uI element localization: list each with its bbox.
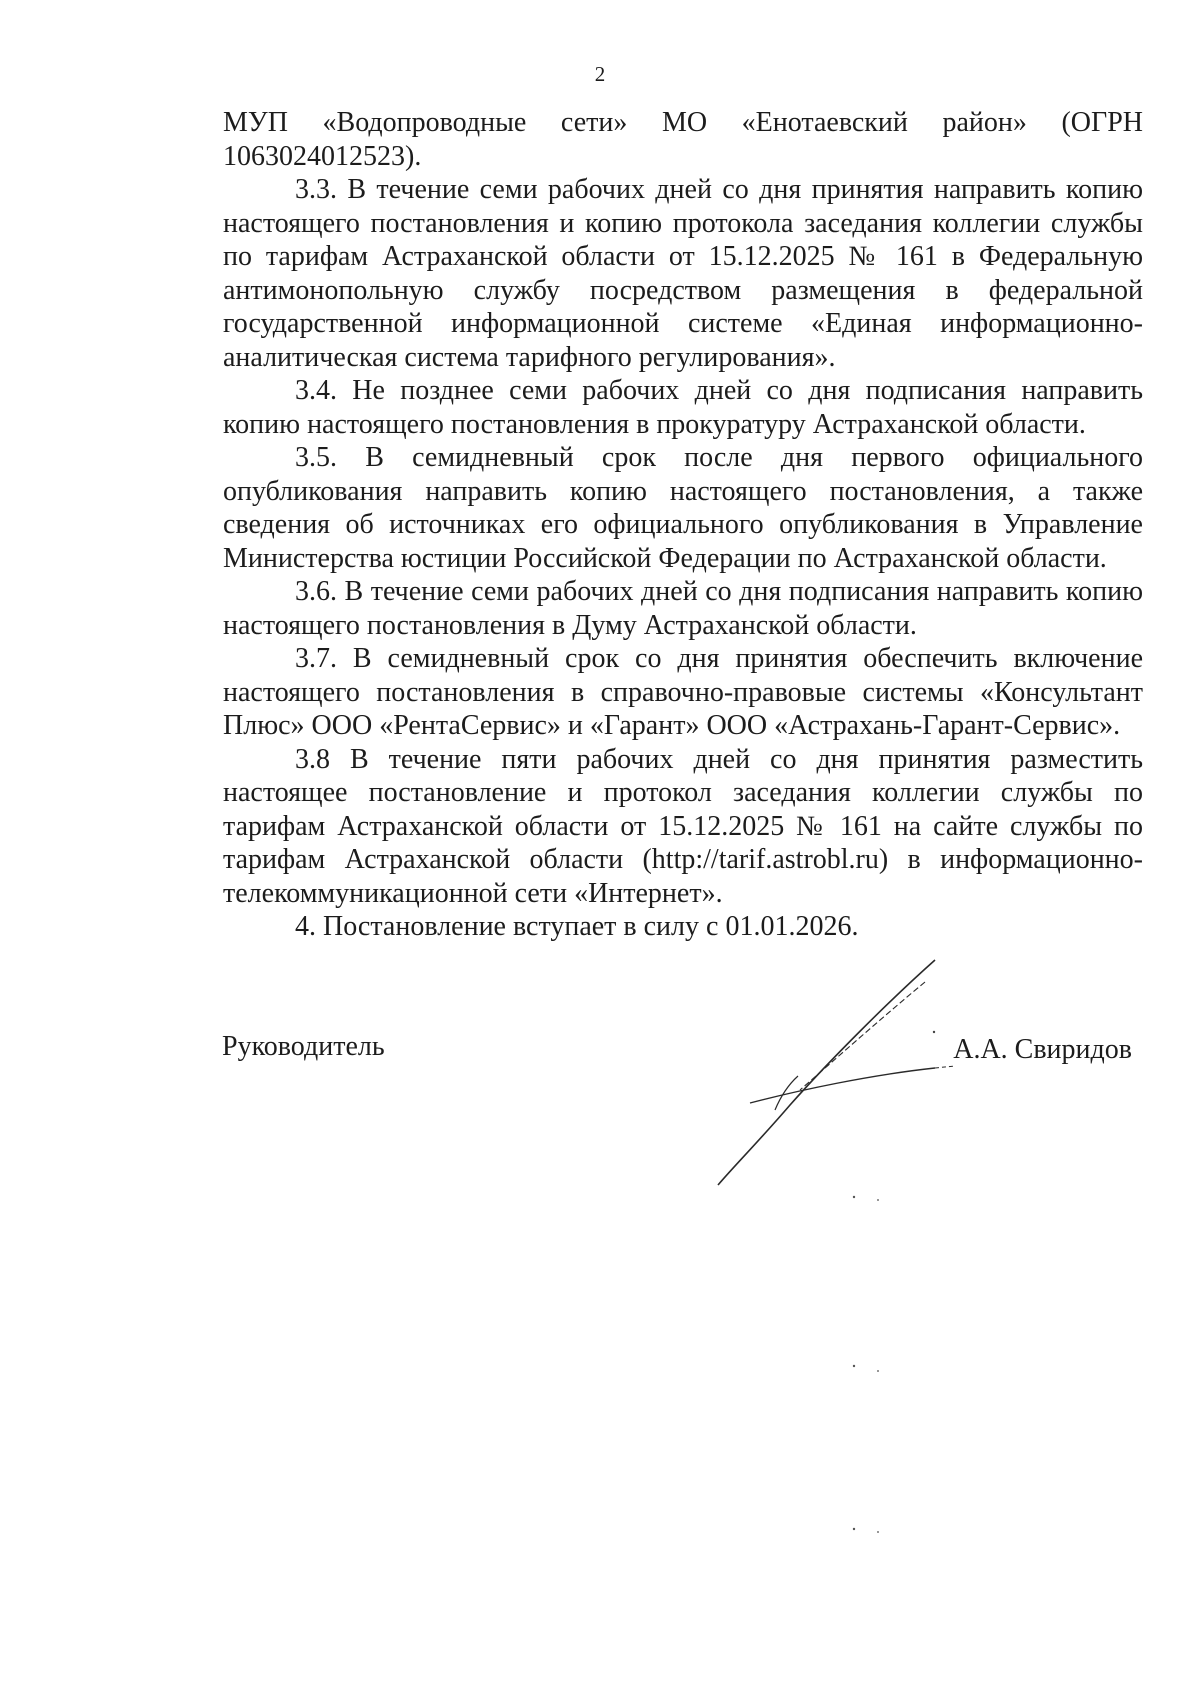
scan-artifact-dots (850, 1170, 950, 1570)
signer-name: А.А. Свиридов (953, 1034, 1132, 1065)
paragraph-4: 4. Постановление вступает в силу с 01.01.2026. (295, 911, 859, 942)
signer-title: Руководитель (222, 1031, 385, 1062)
paragraph-organization: МУП «Водопроводные сети» МО «Енотаевский район» (ОГРН 1063024012523). (223, 107, 1143, 172)
paragraph-3-8: 3.8 В течение пяти рабочих дней со дня принятия разместить настоящее постановление и протокол заседания коллегии службы по тарифам Астраханской области от 15.12.2025 № 161 на сайте службы по тарифам Астраханской области (http://tarif.astrobl.ru) в информационно-телекоммуникационной сети «Интернет». (223, 743, 1143, 909)
handwritten-signature-icon (680, 940, 970, 1200)
paragraph-3-4: 3.4. Не позднее семи рабочих дней со дня подписания направить копию настоящего постановления в прокуратуру Астраханской области. (223, 375, 1143, 440)
page-number: 2 (594, 62, 606, 86)
paragraph-3-6: 3.6. В течение семи рабочих дней со дня подписания направить копию настоящего постановления в Думу Астраханской области. (223, 576, 1143, 641)
paragraph-3-3: 3.3. В течение семи рабочих дней со дня принятия направить копию настоящего постановления и копию протокола заседания коллегии службы по тарифам Астраханской области от 15.12.2025 № 161 в Федеральную антимонопольную службу посредством размещения в федеральной государственной информационной системе «Единая информационно-аналитическая система тарифного регулирования». (223, 174, 1143, 373)
document-body (223, 106, 1143, 944)
paragraph-3-7: 3.7. В семидневный срок со дня принятия обеспечить включение настоящего постановления в справочно-правовые системы «Консультант Плюс» ООО «РентаСервис» и «Гарант» ООО «Астрахань-Гарант-Сервис». (223, 643, 1143, 741)
paragraph-3-5: 3.5. В семидневный срок после дня первого официального опубликования направить копию настоящего постановления, а также сведения об источниках его официального опубликования в Управление Министерства юстиции Российской Федерации по Астраханской области. (223, 442, 1143, 574)
